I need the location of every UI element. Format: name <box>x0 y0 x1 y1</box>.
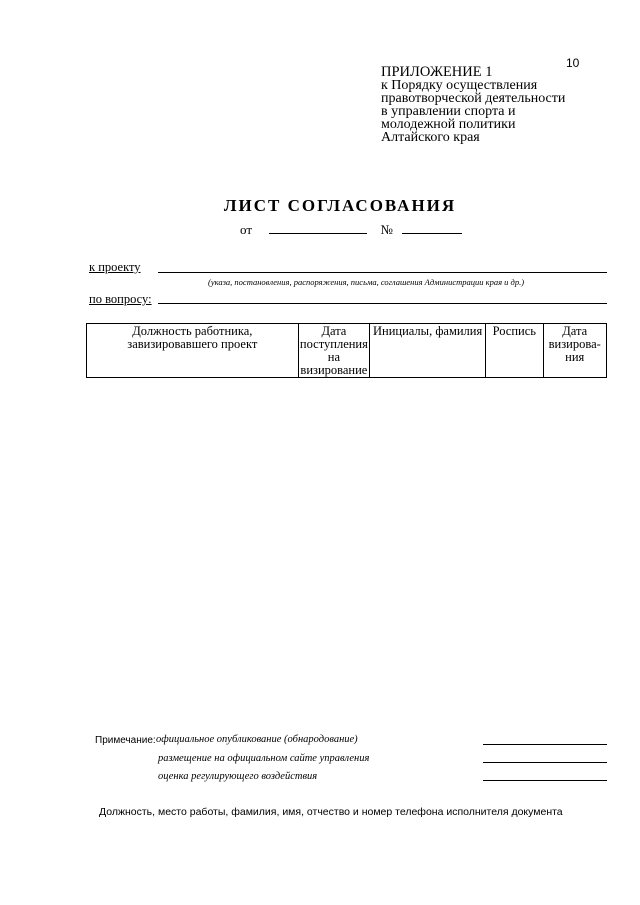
header-position: Должность работника, завизировавшего проект <box>87 324 299 378</box>
appendix-line: в управлении спорта и <box>381 104 516 119</box>
header-signature: Роспись <box>486 324 543 378</box>
approval-table <box>86 323 607 378</box>
appendix-heading: ПРИЛОЖЕНИЕ 1 <box>381 64 493 80</box>
document-title: ЛИСТ СОГЛАСОВАНИЯ <box>223 196 457 215</box>
appendix-line: к Порядку осуществления <box>381 78 538 93</box>
table-header-row <box>87 324 607 378</box>
note-item: размещение на официальном сайте управления <box>158 753 370 764</box>
appendix-line: Алтайского края <box>381 130 480 145</box>
on-question-field[interactable] <box>158 303 607 304</box>
number-label: № <box>380 222 393 237</box>
date-field[interactable] <box>269 223 367 234</box>
to-project-hint: (указа, постановления, распоряжения, письма, соглашения Администрации края и др.) <box>208 277 525 287</box>
note-item: оценка регулирующего воздействия <box>158 771 318 782</box>
header-received-date: Дата поступления на визирование <box>299 324 368 377</box>
note-field-3[interactable] <box>483 780 607 781</box>
appendix-line: правотворческой деятельности <box>381 91 566 106</box>
appendix-block <box>381 66 621 144</box>
note-item: официальное опубликование (обнародование) <box>156 734 358 745</box>
note-field-2[interactable] <box>483 762 607 763</box>
on-question-label: по вопросу: <box>89 292 152 306</box>
note-label: Примечание: <box>95 735 156 746</box>
appendix-line: молодежной политики <box>381 117 516 132</box>
note-field-1[interactable] <box>483 744 607 745</box>
from-label: от <box>240 222 253 237</box>
header-approval-date: Дата визирова-ния <box>543 324 607 378</box>
to-project-field[interactable] <box>158 272 607 273</box>
date-number-line <box>240 222 462 238</box>
number-field[interactable] <box>402 223 462 234</box>
executor-info-label: Должность, место работы, фамилия, имя, отчество и номер телефона исполнителя документа <box>99 806 563 818</box>
to-project-label: к проекту <box>89 260 141 274</box>
page-number: 10 <box>566 56 580 70</box>
header-initials: Инициалы, фамилия <box>370 324 486 378</box>
